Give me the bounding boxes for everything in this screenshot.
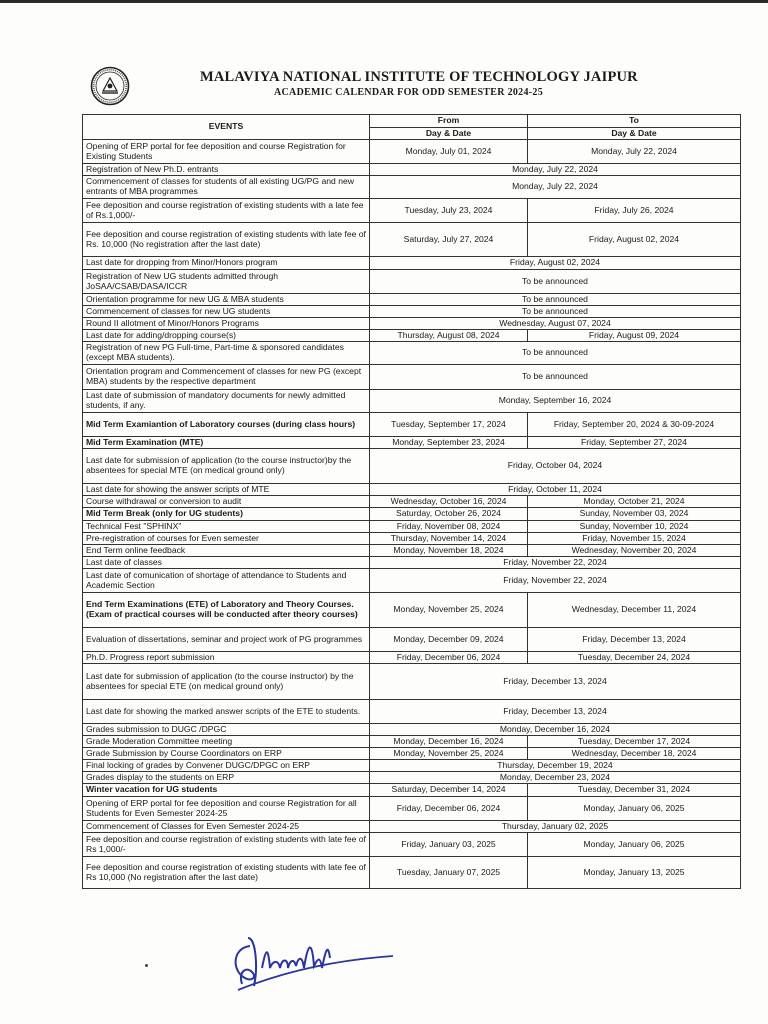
to-date-cell: Tuesday, December 31, 2024 (528, 784, 741, 797)
event-cell: Last date for showing the marked answer scripts of the ETE to students. (83, 700, 370, 724)
event-cell: Winter vacation for UG students (83, 784, 370, 797)
event-cell: Last date for submission of application (to the course instructor) by the absentees for special ETE (on medical ground only) (83, 664, 370, 700)
event-cell: Registration of New UG students admitted through JoSAA/CSAB/DASA/ICCR (83, 270, 370, 294)
table-row (83, 833, 741, 857)
from-header: From (370, 115, 528, 128)
event-cell: Orientation programme for new UG & MBA students (83, 294, 370, 306)
table-row (83, 760, 741, 772)
date-cell: Monday, December 16, 2024 (370, 724, 741, 736)
table-row (83, 496, 741, 508)
event-cell: Commencement of classes for students of all existing UG/PG and new entrants of MBA programmes (83, 176, 370, 199)
date-cell: Monday, July 22, 2024 (370, 176, 741, 199)
from-date-cell: Tuesday, January 07, 2025 (370, 857, 528, 889)
calendar-rows (83, 140, 741, 889)
to-date-cell: Friday, August 02, 2024 (528, 223, 741, 257)
event-cell: Fee deposition and course registration of existing students with late fee of Rs 10,000 (No registration after the last date) (83, 857, 370, 889)
table-row (83, 821, 741, 833)
from-date-cell: Friday, December 06, 2024 (370, 797, 528, 821)
to-header: To (528, 115, 741, 128)
table-row (83, 342, 741, 365)
table-row (83, 449, 741, 484)
event-cell: Registration of new PG Full-time, Part-time & sponsored candidates (except MBA students). (83, 342, 370, 365)
from-date-cell: Tuesday, September 17, 2024 (370, 413, 528, 437)
to-date-cell: Monday, July 22, 2024 (528, 140, 741, 164)
table-row (83, 484, 741, 496)
table-row (83, 569, 741, 593)
to-date-cell: Friday, September 27, 2024 (528, 437, 741, 449)
date-cell: To be announced (370, 342, 741, 365)
date-cell: To be announced (370, 270, 741, 294)
date-cell: Friday, October 04, 2024 (370, 449, 741, 484)
to-date-cell: Friday, July 26, 2024 (528, 199, 741, 223)
event-cell: Orientation program and Commencement of classes for new PG (except MBA) students by the respective department (83, 365, 370, 390)
event-cell: Final locking of grades by Convener DUGC/DPGC on ERP (83, 760, 370, 772)
table-row (83, 784, 741, 797)
table-row (83, 294, 741, 306)
date-cell: Monday, September 16, 2024 (370, 390, 741, 413)
event-cell: Registration of New Ph.D. entrants (83, 164, 370, 176)
table-row (83, 257, 741, 270)
from-date-cell: Tuesday, July 23, 2024 (370, 199, 528, 223)
event-cell: Last date for submission of application (to the course instructor)by the absentees for special MTE (on medical ground only) (83, 449, 370, 484)
date-cell: Friday, November 22, 2024 (370, 569, 741, 593)
to-date-cell: Sunday, November 10, 2024 (528, 521, 741, 533)
date-cell: Friday, December 13, 2024 (370, 700, 741, 724)
table-row (83, 318, 741, 330)
table-row (83, 140, 741, 164)
calendar-title: ACADEMIC CALENDAR FOR ODD SEMESTER 2024-25 (274, 87, 544, 98)
to-date-cell: Monday, January 06, 2025 (528, 797, 741, 821)
from-date-cell: Friday, January 03, 2025 (370, 833, 528, 857)
event-cell: Technical Fest "SPHINX" (83, 521, 370, 533)
events-header: EVENTS (83, 115, 370, 140)
table-row (83, 164, 741, 176)
table-row (83, 748, 741, 760)
event-cell: Opening of ERP portal for fee deposition and course Registration for all Students for Even Semester 2024-25 (83, 797, 370, 821)
from-date-cell: Monday, November 25, 2024 (370, 593, 528, 628)
from-date-cell: Saturday, October 26, 2024 (370, 508, 528, 521)
event-cell: Last date for showing the answer scripts of MTE (83, 484, 370, 496)
event-cell: Mid Term Break (only for UG students) (83, 508, 370, 521)
ink-mark (145, 964, 148, 967)
institute-name: MALAVIYA NATIONAL INSTITUTE OF TECHNOLOGY JAIPUR (200, 69, 638, 85)
table-row (83, 700, 741, 724)
to-date-cell: Friday, December 13, 2024 (528, 628, 741, 652)
date-cell: To be announced (370, 365, 741, 390)
table-row (83, 557, 741, 569)
event-cell: Fee deposition and course registration of existing students with late fee of Rs 1,000/- (83, 833, 370, 857)
table-row (83, 736, 741, 748)
institute-seal-icon (90, 66, 130, 106)
signature (228, 928, 398, 993)
event-cell: Mid Term Examination (MTE) (83, 437, 370, 449)
table-row (83, 664, 741, 700)
date-cell: Thursday, December 19, 2024 (370, 760, 741, 772)
from-date-cell: Wednesday, October 16, 2024 (370, 496, 528, 508)
event-cell: Last date of comunication of shortage of attendance to Students and Academic Section (83, 569, 370, 593)
date-cell: Friday, November 22, 2024 (370, 557, 741, 569)
event-cell: Mid Term Examiantion of Laboratory courses (during class hours) (83, 413, 370, 437)
academic-calendar-table (82, 114, 741, 889)
event-cell: Evaluation of dissertations, seminar and project work of PG programmes (83, 628, 370, 652)
to-date-cell: Wednesday, December 18, 2024 (528, 748, 741, 760)
event-cell: Fee deposition and course registration of existing students with late fee of Rs. 10,000 (No registration after the last date) (83, 223, 370, 257)
date-cell: To be announced (370, 306, 741, 318)
event-cell: Fee deposition and course registration of existing students with a late fee of Rs.1,000/- (83, 199, 370, 223)
table-row (83, 724, 741, 736)
event-cell: Pre-registration of courses for Even semester (83, 533, 370, 545)
event-cell: Course withdrawal or conversion to audit (83, 496, 370, 508)
from-date-cell: Saturday, December 14, 2024 (370, 784, 528, 797)
to-date-cell: Friday, September 20, 2024 & 30-09-2024 (528, 413, 741, 437)
table-row (83, 797, 741, 821)
from-date-cell: Monday, December 16, 2024 (370, 736, 528, 748)
table-row (83, 533, 741, 545)
table-row (83, 545, 741, 557)
event-cell: Last date of classes (83, 557, 370, 569)
event-cell: Grades display to the students on ERP (83, 772, 370, 784)
event-cell: End Term online feedback (83, 545, 370, 557)
event-cell: Ph.D. Progress report submission (83, 652, 370, 664)
date-cell: Monday, December 23, 2024 (370, 772, 741, 784)
from-date-cell: Friday, December 06, 2024 (370, 652, 528, 664)
to-date-cell: Monday, January 06, 2025 (528, 833, 741, 857)
table-row (83, 330, 741, 342)
table-row (83, 413, 741, 437)
from-date-cell: Saturday, July 27, 2024 (370, 223, 528, 257)
table-row (83, 390, 741, 413)
from-date-cell: Monday, July 01, 2024 (370, 140, 528, 164)
date-cell: Friday, October 11, 2024 (370, 484, 741, 496)
to-date-cell: Tuesday, December 24, 2024 (528, 652, 741, 664)
table-row (83, 306, 741, 318)
date-cell: Monday, July 22, 2024 (370, 164, 741, 176)
from-date-cell: Thursday, August 08, 2024 (370, 330, 528, 342)
to-date-cell: Tuesday, December 17, 2024 (528, 736, 741, 748)
event-cell: Commencement of classes for new UG students (83, 306, 370, 318)
event-cell: Last date of submission of mandatory documents for newly admitted students, if any. (83, 390, 370, 413)
to-subheader: Day & Date (528, 128, 741, 140)
table-row (83, 365, 741, 390)
table-row (83, 593, 741, 628)
from-date-cell: Thursday, November 14, 2024 (370, 533, 528, 545)
to-date-cell: Wednesday, December 11, 2024 (528, 593, 741, 628)
table-row (83, 628, 741, 652)
event-cell: Opening of ERP portal for fee deposition and course Registration for Existing Students (83, 140, 370, 164)
table-row (83, 199, 741, 223)
table-row (83, 772, 741, 784)
to-date-cell: Friday, November 15, 2024 (528, 533, 741, 545)
date-cell: Wednesday, August 07, 2024 (370, 318, 741, 330)
to-date-cell: Sunday, November 03, 2024 (528, 508, 741, 521)
event-cell: Grade Submission by Course Coordinators on ERP (83, 748, 370, 760)
table-row (83, 521, 741, 533)
table-row (83, 176, 741, 199)
table-row (83, 223, 741, 257)
date-cell: Friday, December 13, 2024 (370, 664, 741, 700)
to-date-cell: Monday, October 21, 2024 (528, 496, 741, 508)
from-date-cell: Monday, September 23, 2024 (370, 437, 528, 449)
to-date-cell: Wednesday, November 20, 2024 (528, 545, 741, 557)
date-cell: Friday, August 02, 2024 (370, 257, 741, 270)
from-date-cell: Friday, November 08, 2024 (370, 521, 528, 533)
table-row (83, 652, 741, 664)
table-row (83, 437, 741, 449)
from-date-cell: Monday, November 18, 2024 (370, 545, 528, 557)
event-cell: Commencement of Classes for Even Semester 2024-25 (83, 821, 370, 833)
table-row (83, 508, 741, 521)
from-subheader: Day & Date (370, 128, 528, 140)
to-date-cell: Friday, August 09, 2024 (528, 330, 741, 342)
table-row (83, 857, 741, 889)
date-cell: Thursday, January 02, 2025 (370, 821, 741, 833)
event-cell: Round II allotment of Minor/Honors Programs (83, 318, 370, 330)
from-date-cell: Monday, December 09, 2024 (370, 628, 528, 652)
event-cell: End Term Examinations (ETE) of Laboratory and Theory Courses. (Exam of practical courses will be conducted after theory courses) (83, 593, 370, 628)
event-cell: Grades submission to DUGC /DPGC (83, 724, 370, 736)
event-cell: Last date for dropping from Minor/Honors program (83, 257, 370, 270)
table-row (83, 270, 741, 294)
to-date-cell: Monday, January 13, 2025 (528, 857, 741, 889)
date-cell: To be announced (370, 294, 741, 306)
from-date-cell: Monday, November 25, 2024 (370, 748, 528, 760)
event-cell: Grade Moderation Committee meeting (83, 736, 370, 748)
page-top-border (0, 0, 768, 3)
event-cell: Last date for adding/dropping course(s) (83, 330, 370, 342)
